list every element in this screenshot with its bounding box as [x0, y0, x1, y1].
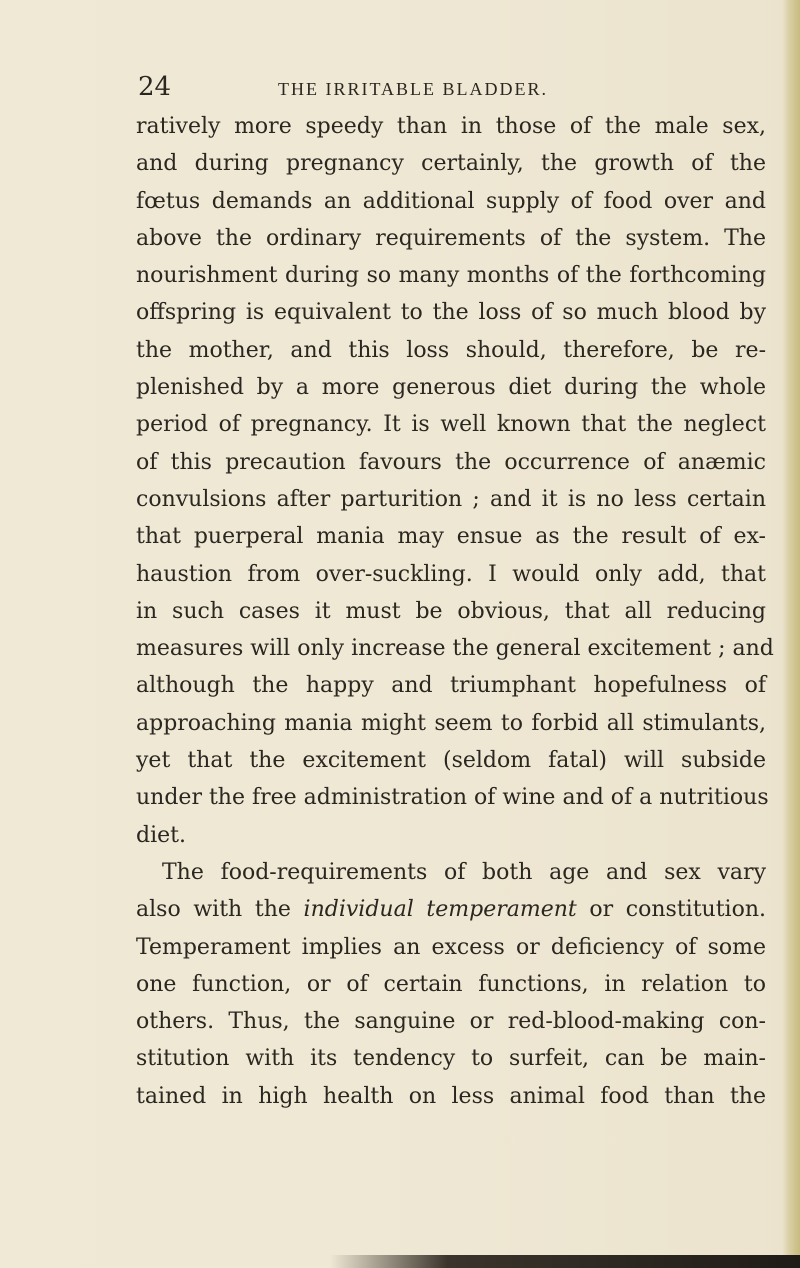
- text-line: in such cases it must be obvious, that all reducing: [136, 598, 766, 624]
- running-head: THE IRRITABLE BLADDER.: [278, 79, 549, 99]
- text-line-with-emphasis: [136, 891, 766, 928]
- emphasis-text: individual temperament: [303, 897, 577, 923]
- text-line: one function, or of certain functions, in relation to: [136, 971, 766, 997]
- page-header: [138, 72, 758, 112]
- text-line: approaching mania might seem to forbid all stimulants,: [136, 710, 766, 736]
- text-line: period of pregnancy. It is well known that the neglect: [136, 412, 766, 438]
- page-bottom-shadow: [330, 1255, 800, 1268]
- text-line: yet that the excitement (seldom fatal) will subside: [136, 748, 766, 774]
- text-line: ratively more speedy than in those of the male sex,: [136, 114, 766, 139]
- text-line: under the free administration of wine and of a nutritious: [136, 785, 769, 811]
- text-line: the mother, and this loss should, therefore, be re-: [136, 337, 766, 363]
- text-line: fœtus demands an additional supply of food over and: [136, 188, 766, 214]
- text-line: of this precaution favours the occurrence of anæmic: [136, 449, 766, 475]
- text-segment: or constitution.: [576, 897, 767, 923]
- text-line: and during pregnancy certainly, the growth of the: [136, 151, 766, 177]
- page-number: 24: [138, 72, 172, 102]
- text-line: haustion from over-suckling. I would only add, that: [136, 561, 766, 587]
- text-line: nourishment during so many months of the forthcoming: [136, 263, 766, 289]
- text-line: offspring is equivalent to the loss of so much blood by: [136, 300, 766, 326]
- paragraph-2: [136, 854, 766, 1115]
- text-line: The food-requirements of both age and sex vary: [162, 859, 766, 885]
- text-line: Temperament implies an excess or deficiency of some: [136, 934, 766, 960]
- text-line: that puerperal mania may ensue as the result of ex-: [136, 524, 766, 550]
- text-line: others. Thus, the sanguine or red-blood-making con-: [136, 1009, 766, 1035]
- text-line: above the ordinary requirements of the system. The: [136, 225, 766, 251]
- text-line: diet.: [136, 822, 186, 848]
- text-segment: also with the: [136, 897, 304, 923]
- text-line: convulsions after parturition ; and it is no less certain: [136, 486, 766, 512]
- body-text: [136, 108, 774, 1115]
- text-line: tained in high health on less animal food than the: [136, 1083, 766, 1109]
- text-line: measures will only increase the general excitement ; and: [136, 636, 774, 662]
- text-line: plenished by a more generous diet during the whole: [136, 375, 766, 401]
- paragraph-1: [136, 108, 774, 854]
- page-edge-shadow: [782, 0, 800, 1268]
- text-line: although the happy and triumphant hopefulness of: [136, 673, 766, 699]
- text-line: stitution with its tendency to surfeit, can be main-: [136, 1046, 766, 1072]
